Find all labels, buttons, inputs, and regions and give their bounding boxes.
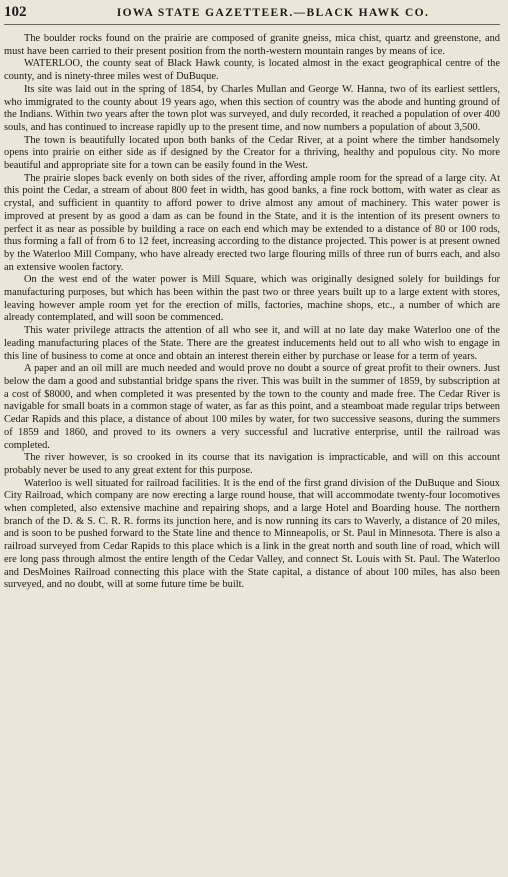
page-header <box>4 4 500 25</box>
body-text <box>4 33 500 592</box>
paragraph-railroad: Waterloo is well situated for railroad facilities. It is the end of the first grand division of the DuBuque and Sioux City Railroad, which company are now erecting a large round house, that will accommodate twenty-four locomotives when completed, also extensive machine and repairing shops, and a large Hotel and Boarding house. The northern branch of the D. & S. C. R. R. forms its junction here, and is now running its cars to Waverly, a distance of 20 miles, and is soon to be pushed forward to the State line and thence to Minneapolis, or St. Paul in Minnesota. There is also a railroad surveyed from Cedar Rapids to this place which is a link in the great north and south line of road, which will ere long pass through almost the entire length of the Cedar Valley, and connect St. Louis with St. Paul. The Waterloo and DesMoines Railroad connecting this place with the State capital, a distance of about 100 miles, has also been surveyed, and no doubt, will at some future time be built. <box>4 477 500 591</box>
paragraph-town-location: The town is beautifully located upon both banks of the Cedar River, at a point where the timber handsomely opens into prairie on either side as if designed by the Creator for a thriving, healthy and populous city. No more beautiful and appropriate site for a town can be easily found in the West. <box>4 134 500 172</box>
paragraph-mill-square: On the west end of the water power is Mill Square, which was originally designed solely for buildings for manufacturing purposes, but which has been within the past two or three years built up to a large extent with stores, leaving however ample room yet for the erection of mills, factories, machine shops, etc., a number of which are already contemplated, and will soon be commenced. <box>4 274 500 324</box>
paragraph-site-history: Its site was laid out in the spring of 1854, by Charles Mullan and George W. Hanna, two of its earliest settlers, who immigrated to the county about 19 years ago, when this section of country was the abode and hunting ground of the Indians. Within two years after the town plot was surveyed, and duly recorded, it reached a population of over 400 souls, and has continued to increase rapidly up to the present time, and now numbers a population of about 3,500. <box>4 83 500 133</box>
paragraph-bridge-navigation: A paper and an oil mill are much needed and would prove no doubt a source of great profit to their owners. Just below the dam a good and substantial bridge spans the river. This was built in the summer of 1859, by subscription at a cost of $8000, and when completed it was presented by the town to the county and made free. The Cedar River is navigable for small boats in a common stage of water, as far as this point, and a steamboat made regular trips between Cedar Rapids and this place, a distance of about 100 miles by water, for two successive seasons, during the summers of 1859 and 1860, and proved to its owners a very successful and lucrative enterprise, until the railroad was completed. <box>4 363 500 451</box>
paragraph-water-privilege: This water privilege attracts the attention of all who see it, and will at no late day make Waterloo one of the leading manufacturing places of the State. There are the greatest inducements held out to all who wish to engage in this line of business to come at once and obtain an interest therein either by purchase or lease for a term of years. <box>4 325 500 362</box>
paragraph-waterloo-intro: WATERLOO, the county seat of Black Hawk county, is located almost in the exact geographical centre of the county, and is ninety-three miles west of DuBuque. <box>4 58 500 83</box>
paragraph-water-power: The prairie slopes back evenly on both sides of the river, affording ample room for the spread of a large city. At this point the Cedar, a stream of about 800 feet in width, has good banks, a fine rock bottom, with water as clear as crystal, and sufficient in quantity to afford power to drive almost any amout of machinery. This water power is improved at present by as good a dam as can be found in the State, and it is the intention of its present owners to perfect it as near as possible by building a race on each end which may be extended to a distance of 80 or 100 rods, thus forming a fall of from 6 to 12 feet, increasing according to the distance projected. This power is at present owned by the Waterloo Mill Company, who have already erected two large flouring mills of three run of burrs each, and also an extensive woolen factory. <box>4 172 500 273</box>
paragraph-river-crooked: The river however, is so crooked in its course that its navigation is impracticable, and will on this account probably never be used to any great extent for this purpose. <box>4 452 500 476</box>
page-number: 102 <box>4 4 27 20</box>
running-head: IOWA STATE GAZETTEER.—BLACK HAWK CO. <box>116 7 430 19</box>
paragraph-boulder-rocks: The boulder rocks found on the prairie are composed of granite gneiss, mica chist, quartz and greenstone, and must have been carried to their present position from the north-western mountain ranges by means of ice. <box>4 33 500 57</box>
